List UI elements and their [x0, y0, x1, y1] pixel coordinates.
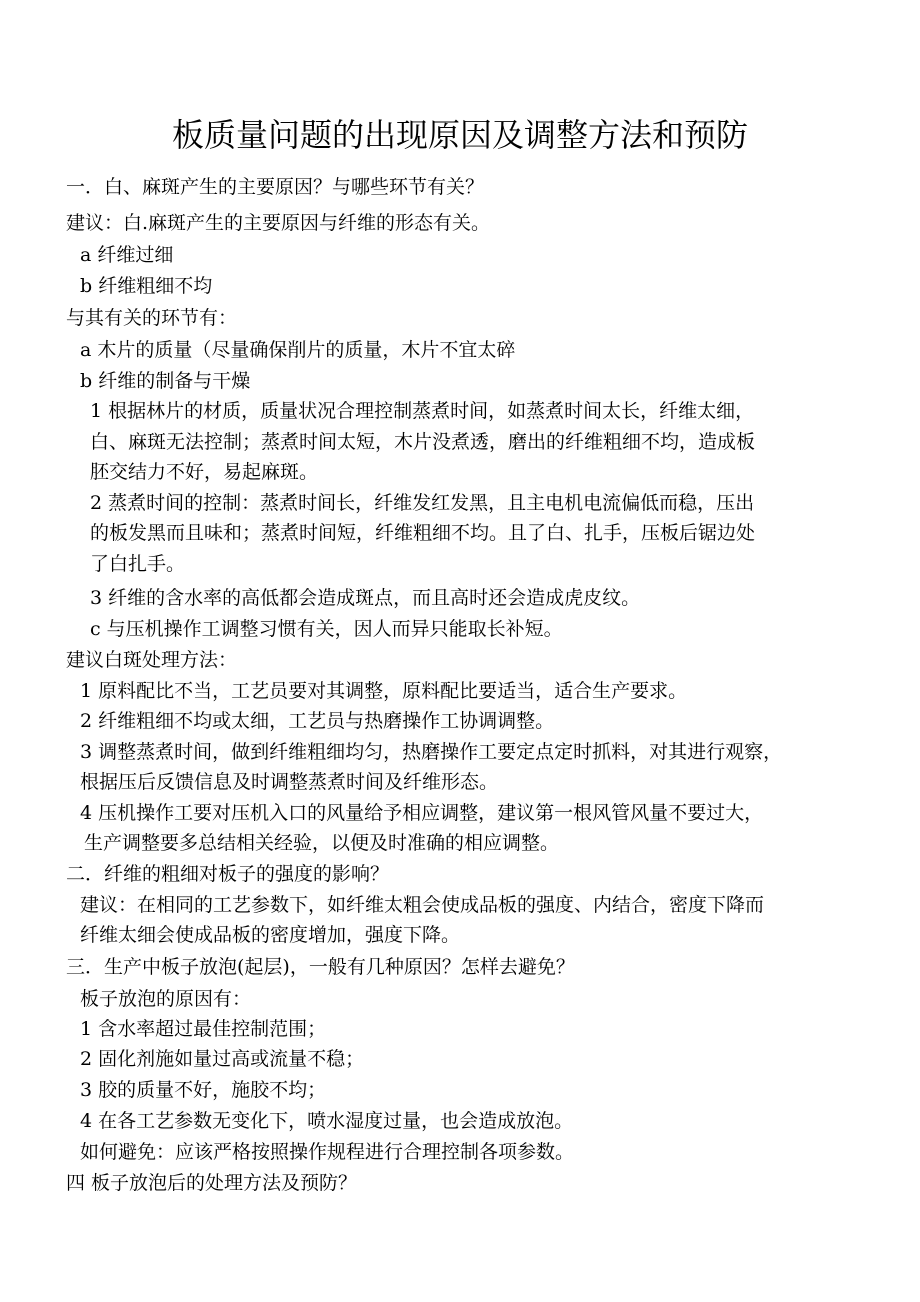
paragraph-line: 纤维太细会使成品板的密度增加，强度下降。 [80, 924, 461, 946]
document-title: 板质量问题的出现原因及调整方法和预防 [171, 116, 748, 154]
heading-section-3: 三．生产中板子放泡(起层)，一般有几种原因？怎样去避免？ [66, 956, 575, 978]
list-item: 3 胶的质量不好，施胶不均； [80, 1079, 327, 1101]
list-item: 2 固化剂施如量过高或流量不稳； [80, 1048, 365, 1070]
heading-section-4: 四 板子放泡后的处理方法及预防？ [66, 1172, 358, 1194]
list-item: b 纤维的制备与干燥 [80, 370, 251, 392]
heading-section-2: 二．纤维的粗细对板子的强度的影响？ [66, 863, 390, 885]
paragraph-line: 如何避免：应该严格按照操作规程进行合理控制各项参数。 [80, 1141, 575, 1163]
list-item: 4 压机操作工要对压机入口的风量给予相应调整，建议第一根风管风量不要过大， [80, 802, 764, 824]
paragraph-line: 根据压后反馈信息及时调整蒸煮时间及纤维形态。 [80, 771, 499, 793]
paragraph-line: 的板发黑而且味和；蒸煮时间短，纤维粗细不均。且了白、扎手，压板后锯边处 [90, 522, 756, 544]
paragraph-line: 板子放泡的原因有： [80, 988, 252, 1010]
heading-section-1: 一．白、麻斑产生的主要原因？与哪些环节有关？ [66, 176, 485, 198]
list-item: c 与压机操作工调整习惯有关，因人而异只能取长补短。 [90, 618, 563, 640]
list-item: 4 在各工艺参数无变化下，喷水湿度过量，也会造成放泡。 [80, 1110, 574, 1132]
paragraph-line: 建议白斑处理方法： [66, 649, 238, 671]
paragraph-line: 白、麻斑无法控制；蒸煮时间太短，木片没煮透，磨出的纤维粗细不均，造成板 [90, 431, 756, 453]
paragraph-line: 胚交结力不好，易起麻斑。 [90, 461, 319, 483]
list-item: 3 调整蒸煮时间，做到纤维粗细均匀，热磨操作工要定点定时抓料，对其进行观察， [80, 741, 783, 763]
list-item: a 木片的质量（尽量确保削片的质量，木片不宜太碎 [80, 339, 516, 361]
list-item: 1 根据林片的材质，质量状况合理控制蒸煮时间，如蒸煮时间太长，纤维太细， [90, 400, 755, 422]
paragraph-line: 了白扎手。 [90, 553, 186, 575]
list-item: 1 含水率超过最佳控制范围； [80, 1018, 327, 1040]
paragraph-line: 建议：白.麻斑产生的主要原因与纤维的形态有关。 [66, 212, 491, 234]
list-item: a 纤维过细 [80, 244, 174, 266]
list-item: b 纤维粗细不均 [80, 275, 213, 297]
paragraph-line: 生产调整要多总结相关经验，以便及时准确的相应调整。 [84, 832, 560, 854]
list-item: 2 纤维粗细不均或太细，工艺员与热磨操作工协调调整。 [80, 710, 555, 732]
list-item: 2 蒸煮时间的控制：蒸煮时间长，纤维发红发黑，且主电机电流偏低而稳，压出 [90, 492, 755, 514]
list-item: 1 原料配比不当，工艺员要对其调整，原料配比要适当，适合生产要求。 [80, 680, 688, 702]
list-item: 3 纤维的含水率的高低都会造成斑点，而且高时还会造成虎皮纹。 [90, 587, 641, 609]
paragraph-line: 建议：在相同的工艺参数下，如纤维太粗会使成品板的强度、内结合，密度下降而 [80, 894, 765, 916]
paragraph-line: 与其有关的环节有： [66, 307, 238, 329]
